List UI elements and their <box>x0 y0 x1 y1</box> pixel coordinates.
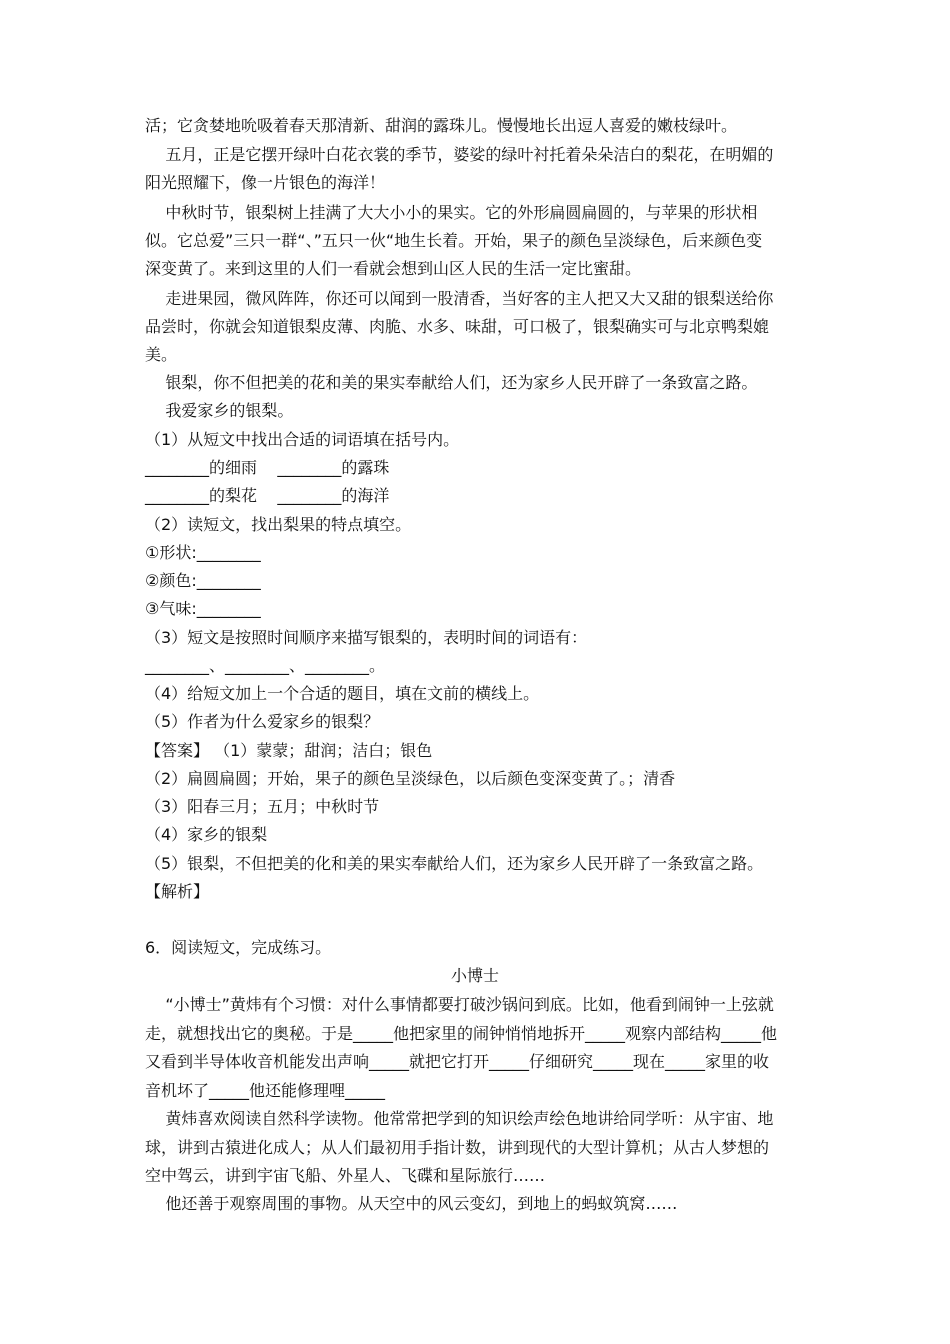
question-line: （5）作者为什么爱家乡的银梨？ <box>145 712 380 731</box>
text-line: 空中驾云，讲到宇宙飞船、外星人、飞碟和星际旅行…… <box>145 1166 546 1185</box>
question-line: （3）短文是按照时间顺序来描写银梨的，表明时间的词语有： <box>145 628 588 647</box>
text-line: 走，就想找出它的奥秘。于是_____他把家里的闹钟悄悄地拆开_____观察内部结构_____他 <box>145 1024 778 1043</box>
answer-line: （3）阳春三月；五月；中秋时节 <box>145 797 380 816</box>
fill-blank-line: ③气味:________ <box>145 599 261 618</box>
text-line: 他还善于观察周围的事物。从天空中的风云变幻，到地上的蚂蚁筑窝…… <box>145 1194 678 1213</box>
text-line: 中秋时节，银梨树上挂满了大大小小的果实。它的外形扁圆扁圆的，与苹果的形状相 <box>145 203 758 222</box>
text-line: 阳光照耀下，像一片银色的海洋！ <box>145 173 386 192</box>
text-line: 球，讲到古猿进化成人；从人们最初用手指计数，讲到现代的大型计算机；从古人梦想的 <box>145 1138 770 1157</box>
text-line: “小博士”黄炜有个习惯：对什么事情都要打破沙锅问到底。比如，他看到闹钟一上弦就 <box>145 995 774 1014</box>
question-heading: 6．阅读短文，完成练习。 <box>145 938 332 957</box>
fill-blank-line: ②颜色:________ <box>145 571 261 590</box>
answer-line: （4）家乡的银梨 <box>145 825 268 844</box>
text-line: 银梨，你不但把美的花和美的果实奉献给人们，还为家乡人民开辟了一条致富之路。 <box>145 373 758 392</box>
question-line: （4）给短文加上一个合适的题目，填在文前的横线上。 <box>145 684 540 703</box>
text-line: 美。 <box>145 345 178 364</box>
passage-title: 小博士 <box>450 966 499 985</box>
fill-blank-line: ________的梨花 ________的海洋 <box>145 486 390 505</box>
text-line: 音机坏了_____他还能修理哩_____ <box>145 1081 386 1100</box>
text-line: 五月，正是它摆开绿叶白花衣裳的季节，婆娑的绿叶衬托着朵朵洁白的梨花，在明媚的 <box>145 145 774 164</box>
text-line: 走进果园，微风阵阵，你还可以闻到一股清香，当好客的主人把又大又甜的银梨送给你 <box>145 289 774 308</box>
answer-line: （2）扁圆扁圆；开始，果子的颜色呈淡绿色，以后颜色变深变黄了。；清香 <box>145 769 676 788</box>
text-line: 我爱家乡的银梨。 <box>145 401 294 420</box>
answer-line: （5）银梨，不但把美的化和美的果实奉献给人们，还为家乡人民开辟了一条致富之路。 <box>145 854 764 873</box>
question-line: （1）从短文中找出合适的词语填在括号内。 <box>145 430 460 449</box>
text-line: 似。它总爱”三只一群“、”五只一伙“地生长着。开始，果子的颜色呈淡绿色，后来颜色变 <box>145 231 763 250</box>
question-line: （2）读短文，找出梨果的特点填空。 <box>145 515 412 534</box>
fill-blank-line: ________的细雨 ________的露珠 <box>145 458 390 477</box>
text-line: 又看到半导体收音机能发出声响_____就把它打开_____仔细研究_____现在_____家里的收 <box>145 1052 770 1071</box>
text-line: 黄炜喜欢阅读自然科学读物。他常常把学到的知识绘声绘色地讲给同学听：从宇宙、地 <box>145 1109 774 1128</box>
fill-blank-line: ________、________、________。 <box>145 656 386 675</box>
fill-blank-line: ①形状:________ <box>145 543 261 562</box>
text-line: 品尝时，你就会知道银梨皮薄、肉脆、水多、味甜，可口极了，银梨确实可与北京鸭梨媲 <box>145 317 770 336</box>
text-line: 深变黄了。来到这里的人们一看就会想到山区人民的生活一定比蜜甜。 <box>145 259 642 278</box>
analysis-label: 【解析】 <box>145 882 210 901</box>
text-line: 活；它贪婪地吮吸着春天那清新、甜润的露珠儿。慢慢地长出逗人喜爱的嫩枝绿叶。 <box>145 116 738 135</box>
answer-line: 【答案】 （1）蒙蒙；甜润；洁白；银色 <box>145 741 433 760</box>
